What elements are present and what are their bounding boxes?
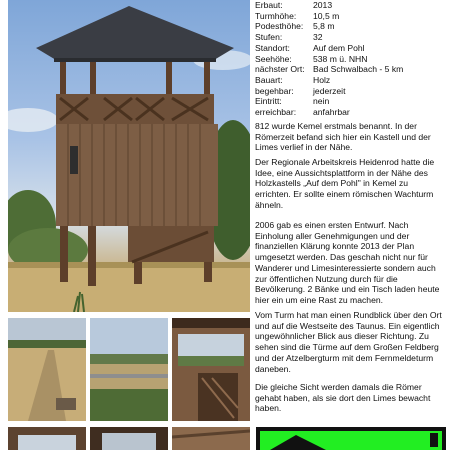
fact-value: 5,8 m bbox=[313, 21, 335, 32]
tower-illustration bbox=[8, 0, 250, 312]
romans-paragraph: Die gleiche Sicht werden damals die Römer gehabt haben, als sie dort den Limes bewacht haben. bbox=[255, 382, 431, 414]
interior-image bbox=[172, 427, 250, 450]
fact-row bbox=[255, 11, 450, 22]
fact-row bbox=[255, 86, 450, 97]
fact-key: Bauart: bbox=[255, 74, 283, 85]
fact-row bbox=[255, 107, 450, 118]
fact-key: Podesthöhe: bbox=[255, 21, 304, 32]
fact-value: 538 m ü. NHN bbox=[313, 53, 368, 64]
fact-value: Auf dem Pohl bbox=[313, 42, 365, 53]
fact-row bbox=[255, 32, 450, 43]
fact-value: Bad Schwalbach - 5 km bbox=[313, 64, 404, 75]
fact-row bbox=[255, 75, 450, 86]
fact-row bbox=[255, 21, 450, 32]
fact-row bbox=[255, 54, 450, 65]
field-path-photo bbox=[8, 318, 86, 421]
beams-photo bbox=[90, 427, 168, 450]
fact-value: 32 bbox=[313, 32, 323, 43]
idea-paragraph: Der Regionale Arbeitskreis Heidenrod hatte die Idee, eine Aussichtsplattform in der Nähe des Holzkastells „Auf dem Pohl" in Kemel zu errichten. Er sollte einem römischen Wachturm ähneln. bbox=[255, 157, 435, 210]
fact-value: nein bbox=[313, 96, 330, 107]
facts-list bbox=[255, 0, 450, 118]
fact-row bbox=[255, 0, 450, 11]
platform-image bbox=[172, 318, 250, 421]
fact-key: Eintritt: bbox=[255, 96, 282, 107]
fact-key: erreichbar: bbox=[255, 107, 297, 118]
fact-value: 2013 bbox=[313, 0, 333, 10]
fact-row bbox=[255, 96, 450, 107]
beams-image bbox=[90, 427, 168, 450]
fact-key: begehbar: bbox=[255, 85, 294, 96]
fact-row bbox=[255, 43, 450, 54]
field-path-image bbox=[8, 318, 86, 421]
limes-map-image bbox=[256, 427, 446, 450]
interior-photo bbox=[172, 427, 250, 450]
limes-map-graphic bbox=[256, 427, 446, 450]
roof-photo bbox=[8, 427, 86, 450]
valley-view-photo bbox=[90, 318, 168, 421]
fact-key: nächster Ort: bbox=[255, 64, 305, 75]
history-paragraph: 812 wurde Kemel erstmals benannt. In der Römerzeit befand sich hier ein Kastell und der Limes verlief in der Nähe. bbox=[255, 121, 431, 153]
fact-value: 10,5 m bbox=[313, 10, 340, 21]
fact-value: Holz bbox=[313, 74, 331, 85]
construction-paragraph: 2006 gab es einen ersten Entwurf. Nach Einholung aller Genehmigungen und der finanziellen Klärung konnte 2013 der Plan umgesetzt werden. Das geschah nicht nur für Wanderer und Limesinteressierte sondern auch zur öffentlichen Nutzung durch für die Bevölkerung. 2 Bänke und ein Tisch laden heute hier ein um eine Rast zu machen. bbox=[255, 220, 440, 305]
fact-key: Standort: bbox=[255, 42, 290, 53]
fact-key: Erbaut: bbox=[255, 0, 283, 10]
roof-image bbox=[8, 427, 86, 450]
fact-value: jederzeit bbox=[313, 85, 346, 96]
tower-photo bbox=[8, 0, 250, 312]
valley-view-image bbox=[90, 318, 168, 421]
fact-key: Seehöhe: bbox=[255, 53, 292, 64]
view-paragraph: Vom Turm hat man einen Rundblick über den Ort und auf die Westseite des Taunus. Ein eigentlich ungewöhnlicher Blick aus dieser Richtung. Zu sehen sind die Türme auf dem Großen Feldberg und der Atzelbergturm mit dem Fernmeldeturm daneben. bbox=[255, 310, 442, 374]
fact-row bbox=[255, 64, 450, 75]
fact-key: Turmhöhe: bbox=[255, 10, 297, 21]
platform-photo bbox=[172, 318, 250, 421]
fact-value: anfahrbar bbox=[313, 107, 350, 118]
fact-key: Stufen: bbox=[255, 32, 283, 43]
